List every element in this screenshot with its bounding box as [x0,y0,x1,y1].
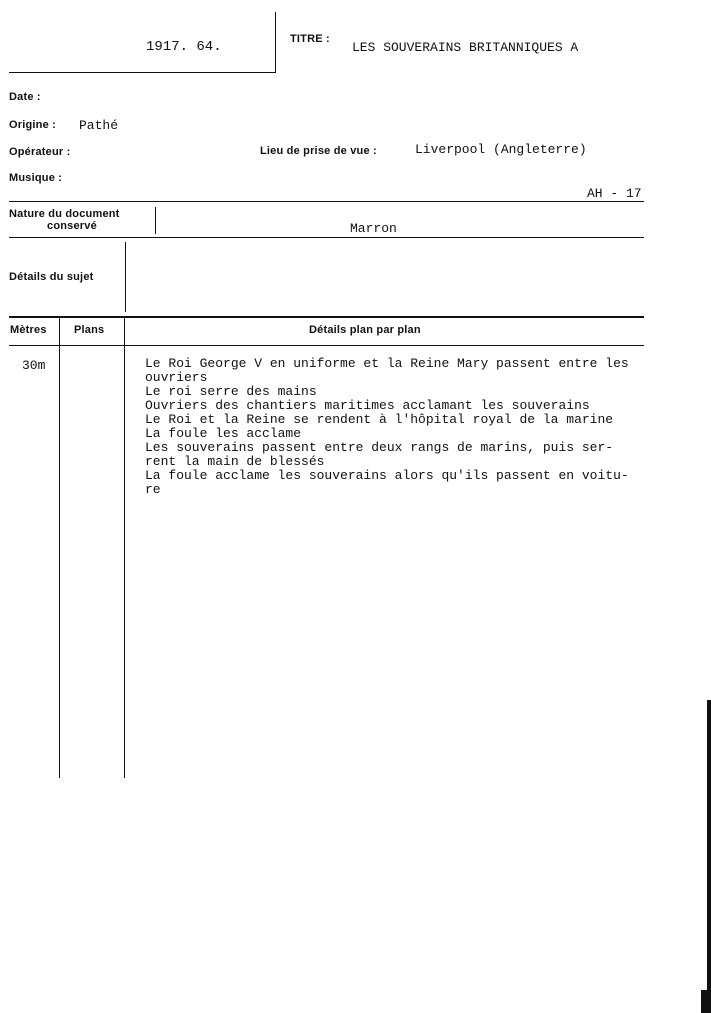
musique-label: Musique : [9,172,63,184]
details-sujet-bracket [125,242,126,312]
shot-line: Le Roi et la Reine se rendent à l'hôpital royal de la marine [145,412,614,427]
lieu-label: Lieu de prise de vue : [260,145,377,157]
lieu-value: Liverpool (Angleterre) [415,142,587,157]
header-box-bottom-border [9,72,276,73]
shot-line: Les souverains passent entre deux rangs de marins, puis ser- [145,440,614,455]
shot-details-list [145,357,629,497]
nature-bottom-line [9,237,644,238]
scan-edge-shadow-corner [701,990,711,1013]
shot-line: La foule acclame les souverains alors qu'ils passent en voitu- [145,468,629,483]
titre-label: TITRE : [290,33,330,45]
table-header-bottom-line [9,345,644,346]
operateur-label: Opérateur : [9,146,71,158]
shot-line: Le roi serre des mains [145,384,317,399]
column-header-metres: Mètres [10,324,47,336]
titre-value: LES SOUVERAINS BRITANNIQUES A [352,40,579,55]
scan-edge-shadow [707,700,711,1013]
shot-line: Le Roi George V en uniforme et la Reine Mary passent entre les [145,356,629,371]
separator-line [9,201,644,202]
nature-value: Marron [350,221,397,236]
nature-label-line2: conservé [47,220,97,232]
details-sujet-label: Détails du sujet [9,271,94,283]
column-divider-1 [59,317,60,778]
document-code: AH - 17 [587,186,642,201]
origine-value: Pathé [79,118,119,133]
origine-label: Origine : [9,119,57,131]
metres-value: 30m [22,358,46,373]
column-header-details: Détails plan par plan [309,324,421,336]
shot-line: re [145,482,161,497]
shot-line: La foule les acclame [145,426,302,441]
shot-line: rent la main de blessés [145,454,325,469]
shot-line: Ouvriers des chantiers maritimes acclamant les souverains [145,398,590,413]
column-divider-2 [124,317,125,778]
column-header-plans: Plans [74,324,105,336]
table-top-line [9,316,644,318]
date-label: Date : [9,91,41,103]
header-box-right-border [275,12,276,72]
nature-bracket [155,207,156,234]
nature-label-line1: Nature du document [9,208,120,220]
shot-line: ouvriers [145,370,208,385]
reference-number: 1917. 64. [146,39,222,55]
